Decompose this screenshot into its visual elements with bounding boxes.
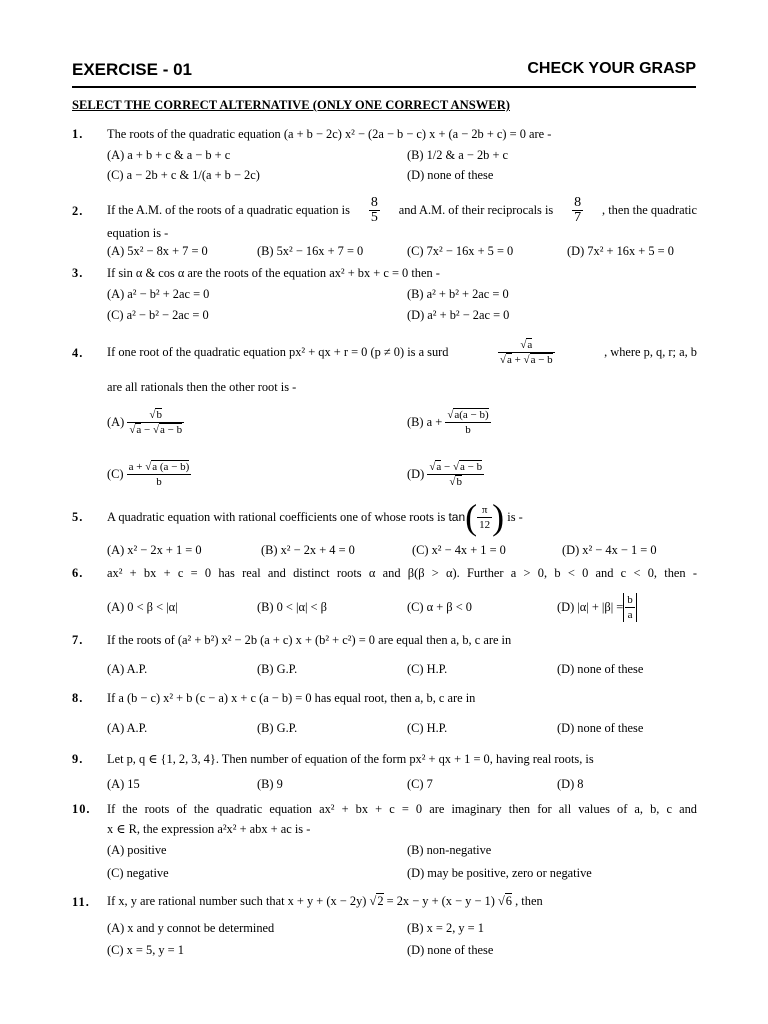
question-text: A quadratic equation with rational coefficients one of whose roots is tan ( $\frac{\pi}{12}$ ) is -	[107, 497, 523, 537]
option-a[interactable]: (A) x² − 2x + 1 = 0	[107, 543, 202, 557]
section-title: CHECK YOUR GRASP	[527, 60, 696, 77]
exercise-title: EXERCISE - 01	[72, 60, 192, 79]
header	[72, 58, 696, 84]
option-d[interactable]	[557, 589, 637, 625]
option-a[interactable]: (A) a + b + c & a − b + c	[107, 148, 231, 162]
option-a[interactable]: (A) A.P.	[107, 721, 148, 735]
option-d[interactable]: (D) none of these	[407, 168, 494, 182]
question-text: Let p, q ∈ {1, 2, 3, 4}. Then number of equation of the form px² + qx + 1 = 0, having real roots, is	[107, 752, 594, 766]
option-d[interactable]: (D) 8	[557, 777, 584, 791]
numerator: π	[477, 503, 492, 518]
fraction: $\frac{√b}{√a - √a - b}$	[129, 408, 183, 436]
option-d[interactable]: (D) none of these	[557, 721, 644, 735]
option-b[interactable]: (B) 5x² − 16x + 7 = 0	[257, 244, 364, 258]
option-d[interactable]: (D) x² − 4x − 1 = 0	[562, 543, 657, 557]
option-a[interactable]: (A) a² − b² + 2ac = 0	[107, 287, 210, 301]
question-text-part: , then the quadratic	[602, 203, 697, 217]
abs-fraction: $\frac{b}{a}$	[623, 593, 637, 622]
option-c[interactable]: (C) x² − 4x + 1 = 0	[412, 543, 506, 557]
option-a[interactable]: (A) A.P.	[107, 662, 148, 676]
option-b[interactable]: (B) 9	[257, 777, 283, 791]
option-a[interactable]	[107, 402, 184, 442]
question-text-part: If the A.M. of the roots of a quadratic equation is	[107, 203, 350, 217]
fraction	[572, 196, 583, 225]
question-text-part: If x, y are rational number such that x + y + (x − 2y)	[107, 894, 367, 908]
question-text-part: , then	[515, 894, 543, 908]
option-c[interactable]: (C) negative	[107, 866, 169, 880]
fraction: $\frac{a + √a (a - b)}{b}$	[128, 460, 190, 488]
numerator: 8	[574, 194, 582, 210]
option-c[interactable]: (C) a² − b² − 2ac = 0	[107, 308, 209, 322]
fraction	[477, 503, 492, 532]
question-text-part: and A.M. of their reciprocals is	[398, 203, 554, 217]
option-b[interactable]: (B) 1/2 & a − 2b + c	[407, 148, 509, 162]
option-b[interactable]: (B) x = 2, y = 1	[407, 921, 484, 935]
option-b[interactable]: (B) G.P.	[257, 662, 298, 676]
radicand: 2	[377, 894, 384, 908]
question-number: 2.	[72, 204, 84, 218]
question-text: If the roots of (a² + b²) x² − 2b (a + c) x + (b² + c²) = 0 are equal then a, b, c are in	[107, 633, 512, 647]
option-d[interactable]: (D) may be positive, zero or negative	[407, 866, 592, 880]
denominator: 12	[479, 518, 491, 531]
option-d[interactable]: (D) none of these	[407, 943, 494, 957]
option-a[interactable]: (A) positive	[107, 843, 167, 857]
option-b[interactable]: (B) non-negative	[407, 843, 492, 857]
option-a[interactable]: (A) 15	[107, 777, 140, 791]
question-text-part: A quadratic equation with rational coefficients one of whose roots is	[107, 510, 446, 524]
denominator: 5	[370, 209, 378, 225]
question-number: 7.	[72, 633, 84, 647]
surd-fraction: $\frac{√a}{√a + √a - b}$	[499, 338, 553, 366]
option-b[interactable]: (B) 0 < |α| < β	[257, 600, 327, 614]
option-c[interactable]: (C) H.P.	[407, 662, 448, 676]
question-text: x ∈ R, the expression a²x² + abx + ac is -	[107, 822, 311, 836]
question-number: 9.	[72, 752, 84, 766]
fraction: $\frac{√a - √a - b}{√b}$	[429, 460, 483, 488]
option-d[interactable]: (D) none of these	[557, 662, 644, 676]
option-b[interactable]: (B) x² − 2x + 4 = 0	[261, 543, 355, 557]
option-label: (B) a +	[407, 415, 443, 429]
option-a[interactable]: (A) x and y connot be determined	[107, 921, 275, 935]
numerator: 8	[370, 194, 378, 210]
fraction	[369, 196, 380, 225]
instruction: SELECT THE CORRECT ALTERNATIVE (ONLY ONE CORRECT ANSWER)	[72, 98, 510, 112]
header-rule	[72, 86, 696, 88]
question-text: If sin α & cos α are the roots of the equation ax² + bx + c = 0 then -	[107, 266, 440, 280]
question-text: The roots of the quadratic equation (a + b − 2c) x² − (2a − b − c) x + (a − 2b + c) = 0 are -	[107, 127, 552, 141]
question-text: are all rationals then the other root is -	[107, 380, 297, 394]
option-c[interactable]: (C) 7	[407, 777, 433, 791]
option-label: (C)	[107, 467, 124, 481]
question-text-part: = 2x − y + (x − y − 1)	[386, 894, 495, 908]
question-number: 5.	[72, 510, 84, 524]
question-text: If the roots of the quadratic equation ax² + bx + c = 0 are imaginary then for all values of a, b, c and	[107, 802, 697, 816]
option-label: (D) |α| + |β| =	[557, 600, 624, 614]
option-b[interactable]	[407, 402, 491, 442]
question-text: equation is -	[107, 226, 169, 240]
option-d[interactable]: (D) 7x² + 16x + 5 = 0	[567, 244, 674, 258]
question-text	[107, 331, 697, 373]
option-c[interactable]: (C) α + β < 0	[407, 600, 472, 614]
option-c[interactable]	[107, 454, 191, 494]
question-number: 10.	[72, 802, 91, 816]
option-b[interactable]: (B) G.P.	[257, 721, 298, 735]
option-b[interactable]: (B) a² + b² + 2ac = 0	[407, 287, 509, 301]
question-text-part: is -	[507, 510, 523, 524]
tan-label: tan	[448, 510, 466, 524]
question-text: If a (b − c) x² + b (c − a) x + c (a − b) = 0 has equal root, then a, b, c are in	[107, 691, 476, 705]
question-number: 6.	[72, 566, 84, 580]
option-label: (D)	[407, 467, 425, 481]
option-c[interactable]: (C) x = 5, y = 1	[107, 943, 184, 957]
option-c[interactable]: (C) 7x² − 16x + 5 = 0	[407, 244, 514, 258]
fraction: $\frac{√a(a - b)}{b}$	[447, 408, 489, 436]
question-number: 1.	[72, 127, 84, 141]
option-a[interactable]: (A) 0 < β < |α|	[107, 600, 178, 614]
question-number: 4.	[72, 346, 84, 360]
option-label: (A)	[107, 415, 125, 429]
question-text	[107, 190, 697, 230]
question-text-part: , where p, q, r; a, b	[604, 345, 697, 359]
option-a[interactable]: (A) 5x² − 8x + 7 = 0	[107, 244, 208, 258]
option-c[interactable]: (C) H.P.	[407, 721, 448, 735]
question-number: 8.	[72, 691, 84, 705]
denominator: 7	[574, 209, 582, 225]
option-d[interactable]	[407, 454, 484, 494]
radicand: 6	[505, 894, 512, 908]
option-d[interactable]: (D) a² + b² − 2ac = 0	[407, 308, 510, 322]
question-text-part: If one root of the quadratic equation px² + qx + r = 0 (p ≠ 0) is a surd	[107, 345, 449, 359]
question-text: If x, y are rational number such that x + y + (x − 2y) √2 = 2x − y + (x − y − 1) √6 , then	[107, 894, 543, 908]
question-number: 11.	[72, 895, 90, 909]
question-text: ax² + bx + c = 0 has real and distinct roots α and β(β > α). Further a > 0, b < 0 and c < 0, then -	[107, 566, 697, 580]
option-c[interactable]: (C) a − 2b + c & 1/(a + b − 2c)	[107, 168, 260, 182]
question-number: 3.	[72, 266, 84, 280]
